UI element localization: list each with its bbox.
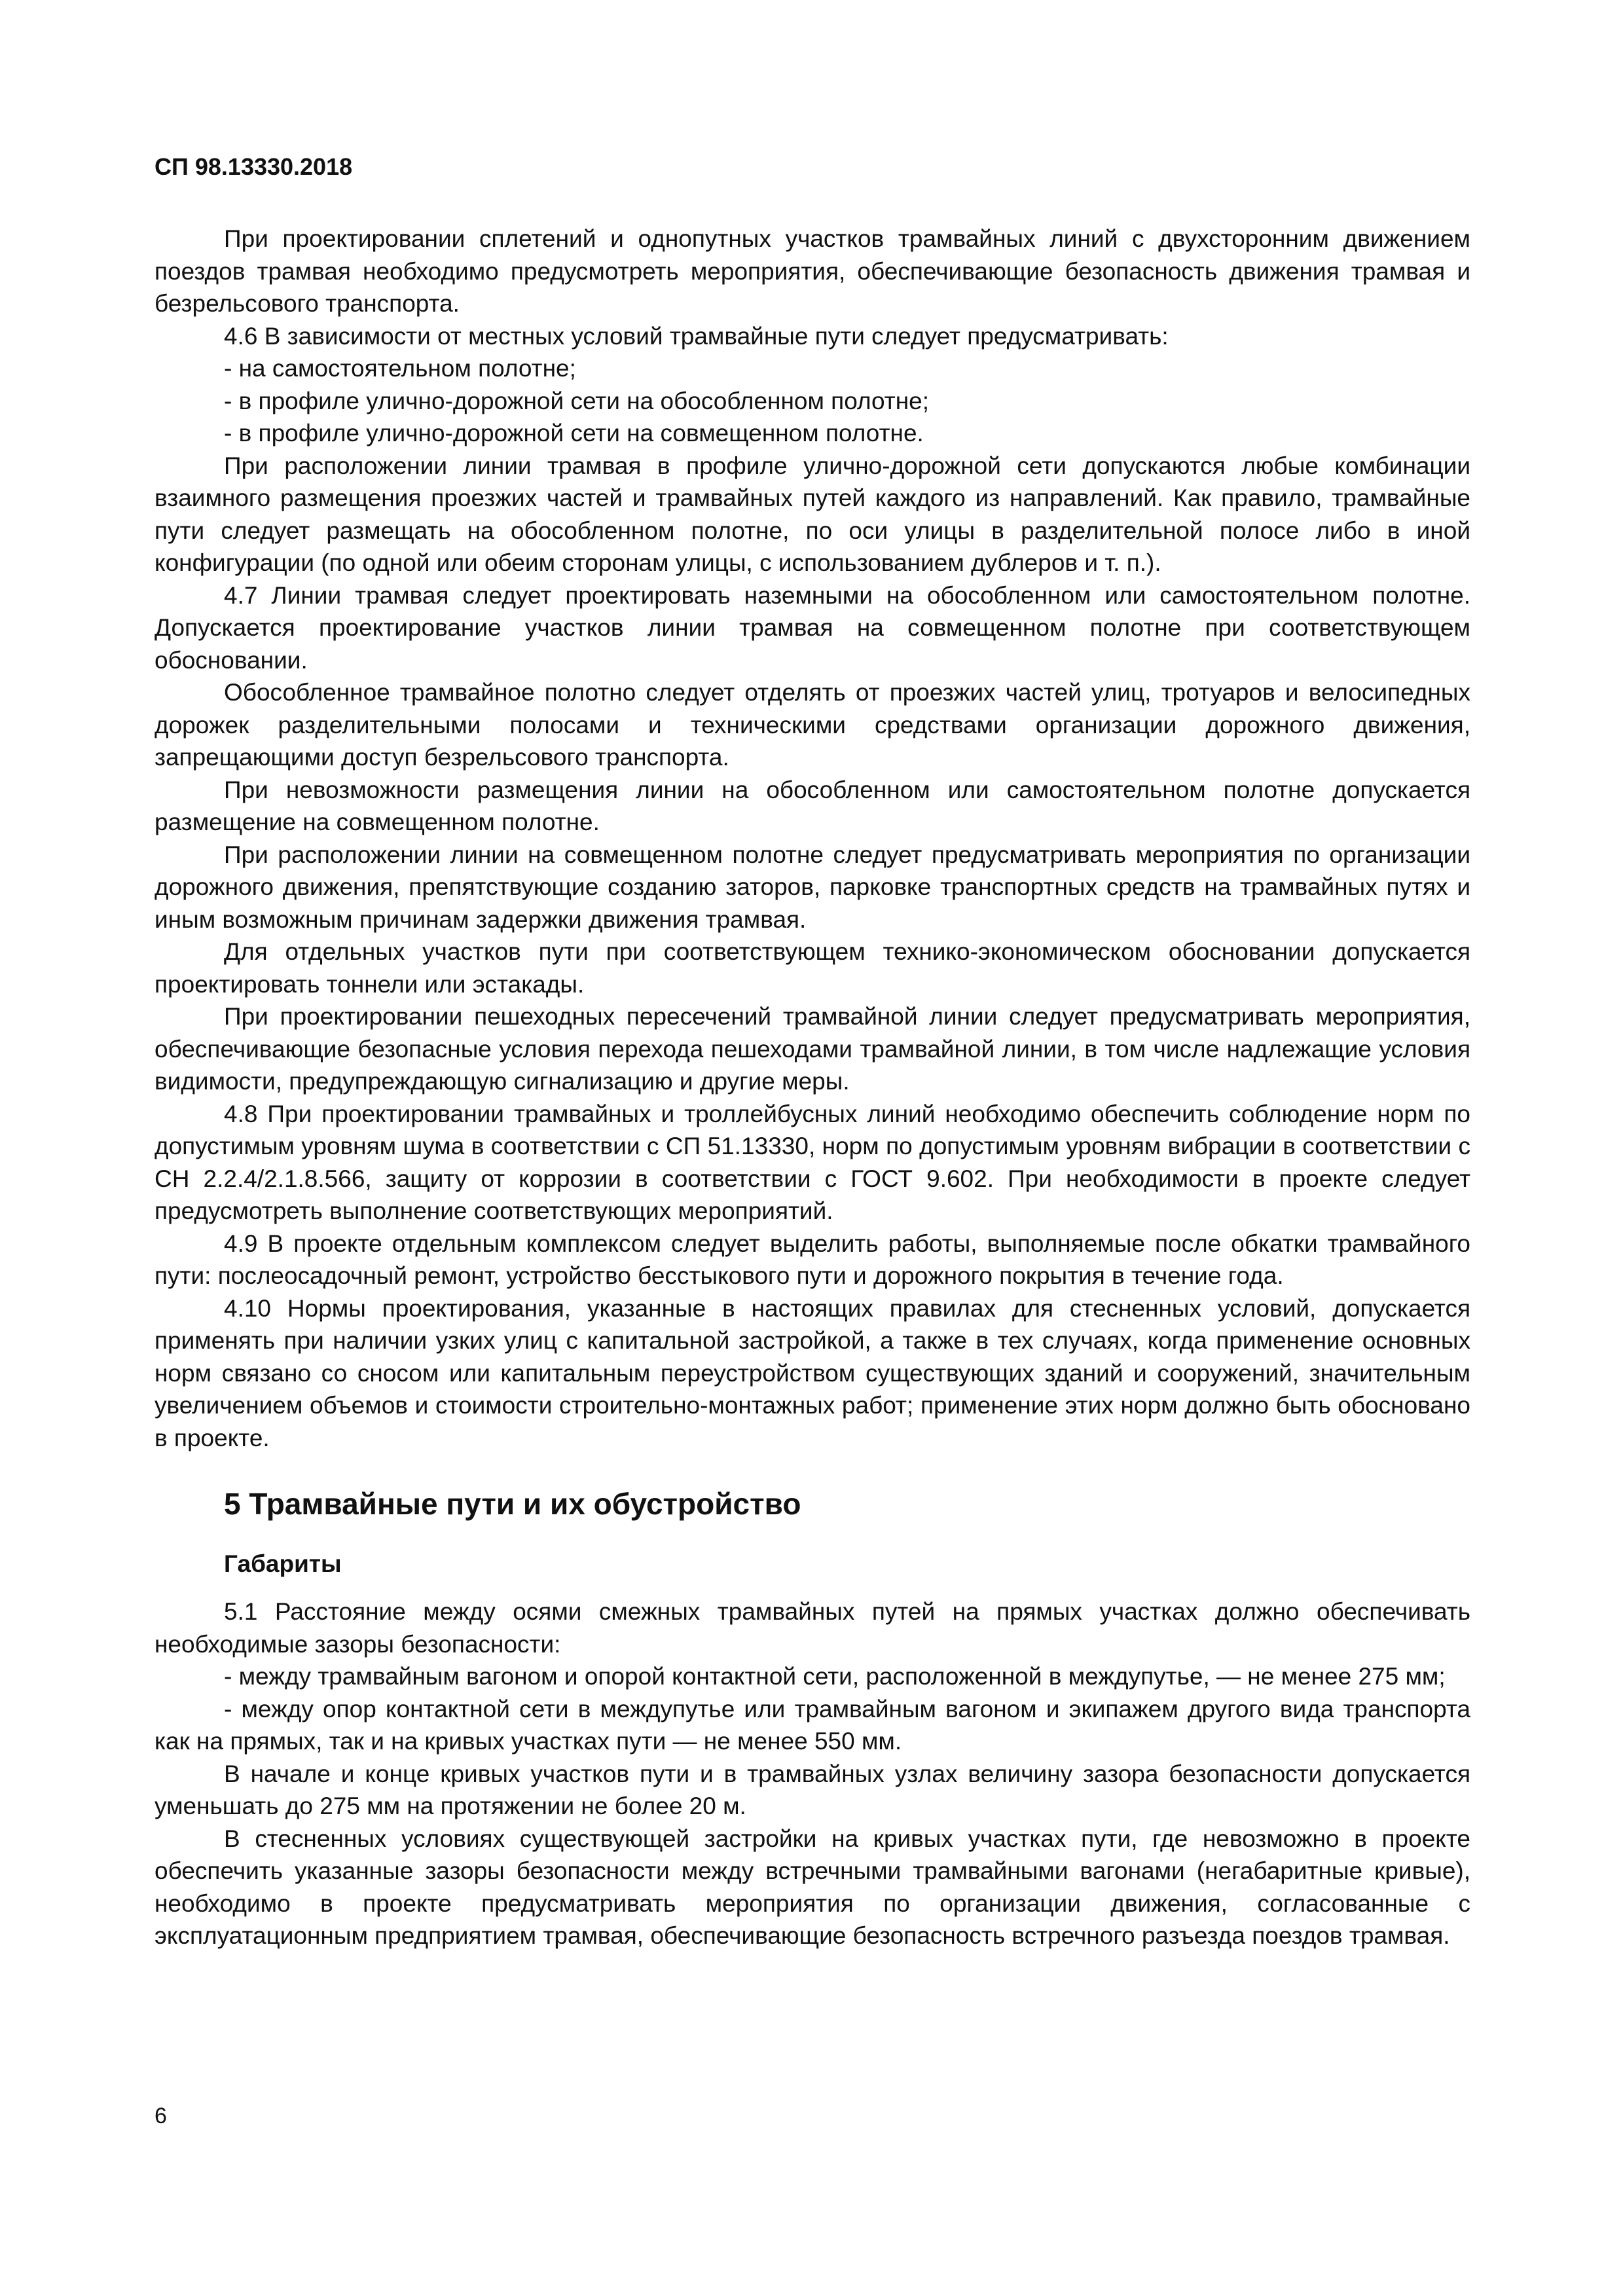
paragraph: При расположении линии на совмещенном полотне следует предусматривать мероприятия по организации дорожного движения, препятствующие созданию заторов, парковке транспортных средств на трамвайных путях и иным возможным причинам задержки движения трамвая. <box>155 841 1470 933</box>
paragraph: При проектировании сплетений и однопутных участков трамвайных линий с двухсторонним движением поездов трамвая необходимо предусмотреть мероприятия, обеспечивающие безопасность движения трамвая и безрельсового транспорта. <box>155 225 1470 317</box>
clause-4-9: 4.9 В проекте отдельным комплексом следует выделить работы, выполняемые после обкатки трамвайного пути: послеосадочный ремонт, устройство бесстыкового пути и дорожного покрытия в течение года. <box>155 1230 1470 1289</box>
document-code-header: СП 98.13330.2018 <box>155 153 353 180</box>
list-item: - в профиле улично-дорожной сети на совмещенном полотне. <box>224 420 924 446</box>
paragraph: При невозможности размещения линии на обособленном или самостоятельном полотне допускается размещение на совмещенном полотне. <box>155 776 1470 835</box>
page-content <box>155 223 1470 1952</box>
paragraph: В стесненных условиях существующей застройки на кривых участках пути, где невозможно в проекте обеспечить указанные зазоры безопасности между встречными трамвайными вагонами (негабаритные кривые), необходимо в проекте предусматривать мероприятия по организации движения, согласованные с эксплуатационным предприятием трамвая, обеспечивающие безопасность встречного разъезда поездов трамвая. <box>155 1825 1470 1949</box>
paragraph: Обособленное трамвайное полотно следует отделять от проезжих частей улиц, тротуаров и велосипедных дорожек разделительными полосами и техническими средствами организации дорожного движения, запрещающими доступ безрельсового транспорта. <box>155 679 1470 771</box>
paragraph: Для отдельных участков пути при соответствующем технико-экономическом обосновании допускается проектировать тоннели или эстакады. <box>155 938 1470 998</box>
clause-4-6: 4.6 В зависимости от местных условий трамвайные пути следует предусматривать: <box>224 322 1169 350</box>
subsection-title: Габариты <box>224 1550 342 1577</box>
paragraph: При расположении линии трамвая в профиле улично-дорожной сети допускаются любые комбинации взаимного размещения проезжих частей и трамвайных путей каждого из направлений. Как правило, трамвайные пути следует размещать на обособленном полотне, по оси улицы в разделительной полосе либо в иной конфигурации (по одной или обеим сторонам улицы, с использованием дублеров и т. п.). <box>155 452 1470 576</box>
list-item: - в профиле улично-дорожной сети на обособленном полотне; <box>224 387 929 414</box>
clause-4-10: 4.10 Нормы проектирования, указанные в настоящих правилах для стесненных условий, допускается применять при наличии узких улиц с капитальной застройкой, а также в тех случаях, когда применение основных норм связано со сносом или капитальным переустройством существующих зданий и сооружений, значительным увеличением объемов и стоимости строительно-монтажных работ; применение этих норм должно быть обосновано в проекте. <box>155 1294 1470 1451</box>
paragraph: При проектировании пешеходных пересечений трамвайной линии следует предусматривать мероприятия, обеспечивающие безопасные условия перехода пешеходами трамвайной линии, в том числе надлежащие условия видимости, предупреждающую сигнализацию и другие меры. <box>155 1003 1470 1095</box>
clause-4-8: 4.8 При проектировании трамвайных и троллейбусных линий необходимо обеспечить соблюдение норм по допустимым уровням шума в соответствии с СП 51.13330, норм по допустимым уровням вибрации в соответствии с СН 2.2.4/2.1.8.566, защиту от коррозии в соответствии с ГОСТ 9.602. При необходимости в проекте следует предусмотреть выполнение соответствующих мероприятий. <box>155 1100 1470 1224</box>
clause-4-7: 4.7 Линии трамвая следует проектировать наземными на обособленном или самостоятельном полотне. Допускается проектирование участков линии трамвая на совмещенном полотне при соответствующем обосновании. <box>155 581 1470 674</box>
list-item: - между опор контактной сети в междупутье или трамвайным вагоном и экипажем другого вида транспорта как на прямых, так и на кривых участках пути — не менее 550 мм. <box>155 1695 1470 1755</box>
clause-5-1: 5.1 Расстояние между осями смежных трамвайных путей на прямых участках должно обеспечивать необходимые зазоры безопасности: <box>155 1598 1470 1658</box>
page-number: 6 <box>155 2104 167 2128</box>
paragraph: В начале и конце кривых участков пути и в трамвайных узлах величину зазора безопасности допускается уменьшать до 275 мм на протяжении не более 20 м. <box>155 1760 1470 1819</box>
list-item: - между трамвайным вагоном и опорой контактной сети, расположенной в междупутье, — не менее 275 мм; <box>224 1663 1446 1690</box>
section-5-title: 5 Трамвайные пути и их обустройство <box>224 1487 801 1521</box>
list-item: - на самостоятельном полотне; <box>224 355 576 382</box>
